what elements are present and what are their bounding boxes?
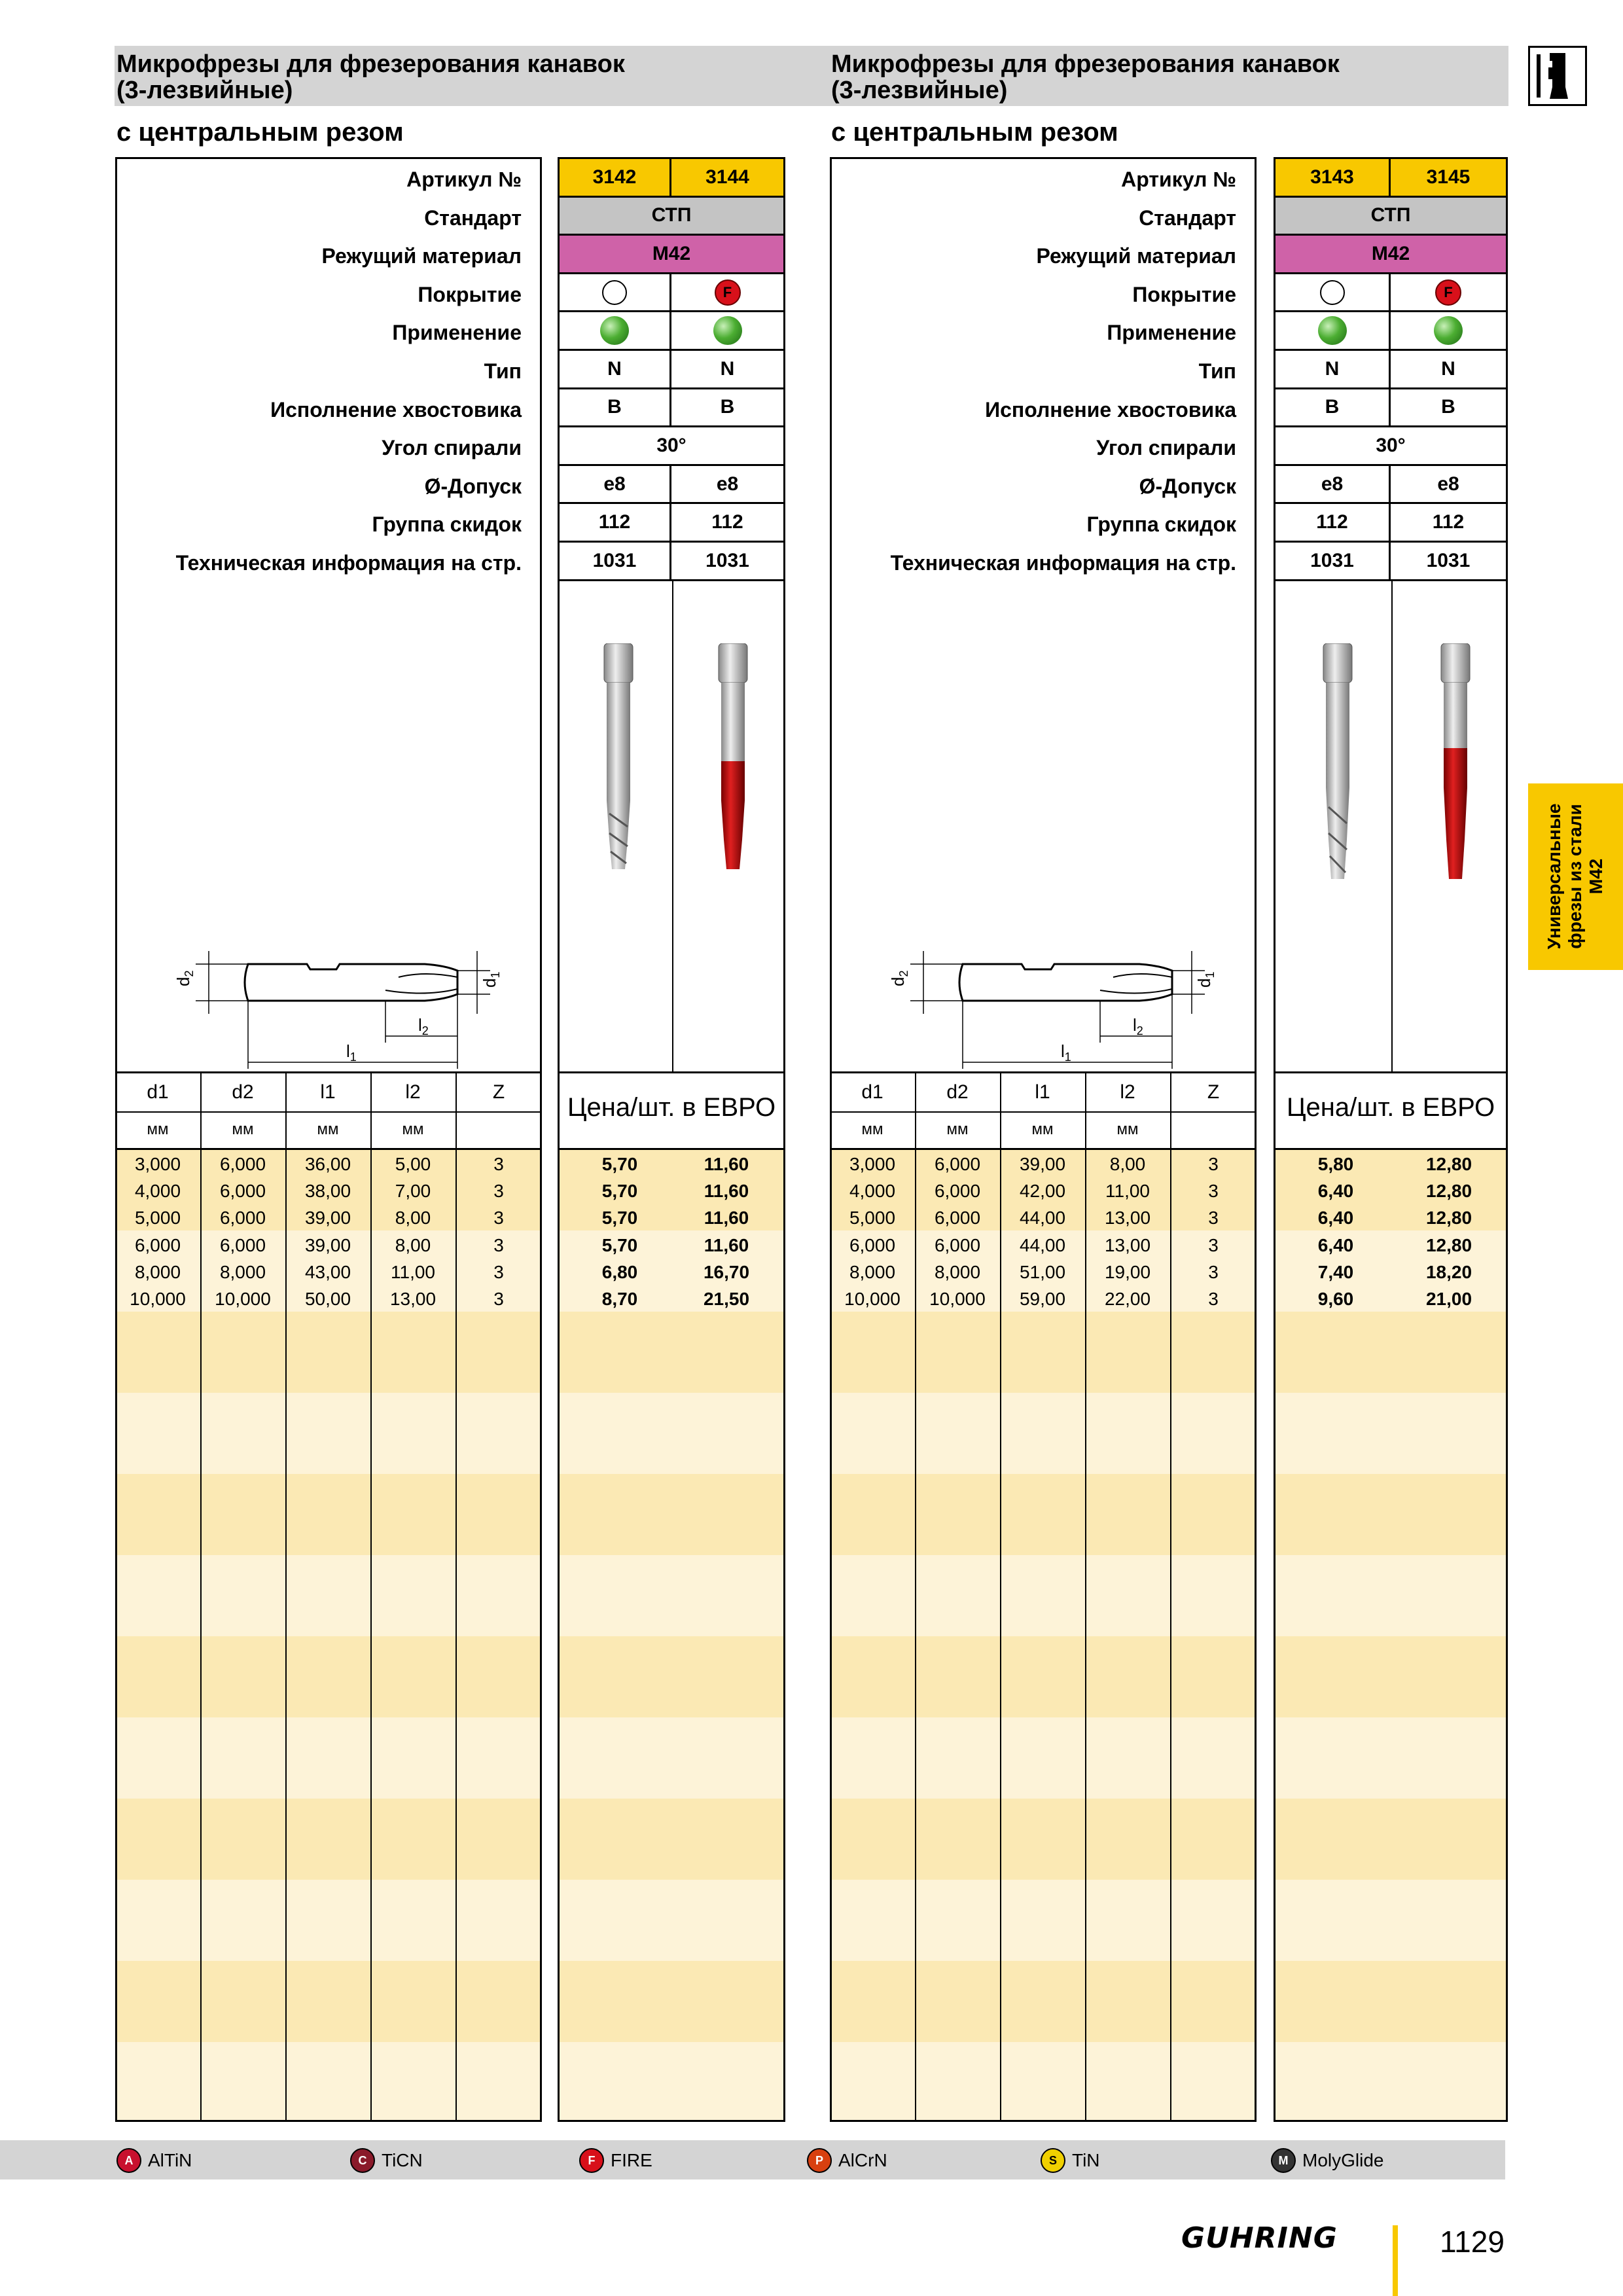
table-cell: 8,00 <box>1109 1154 1146 1174</box>
table-cell: 3 <box>1208 1181 1219 1202</box>
label-standard: Стандарт <box>424 206 522 230</box>
table-cell: 22,00 <box>1104 1289 1151 1309</box>
label-helix: Угол спирали <box>1096 436 1236 460</box>
col-header-l1: l1 <box>320 1081 336 1103</box>
coating-fire-icon: F <box>579 2148 604 2173</box>
label-type: Тип <box>484 359 522 383</box>
col-header-l2: l2 <box>1120 1081 1135 1103</box>
label-article: Артикул № <box>406 168 522 191</box>
application-1 <box>1275 312 1391 351</box>
table-cell: 6,000 <box>219 1181 266 1202</box>
helix-value: 30° <box>1275 427 1506 466</box>
discount-2: 112 <box>1391 504 1506 543</box>
col-header-d2: d2 <box>232 1081 254 1103</box>
tolerance-1: e8 <box>1275 466 1391 505</box>
table-cell: 3,000 <box>849 1154 896 1174</box>
section-icon <box>1528 46 1587 106</box>
row-stripe <box>560 1393 783 1474</box>
price-cell: 6,40 <box>1317 1181 1354 1202</box>
legend-label: AlCrN <box>838 2150 887 2170</box>
row-stripe <box>1275 1474 1506 1555</box>
table-cell: 44,00 <box>1019 1234 1066 1255</box>
price-cell: 12,80 <box>1425 1154 1472 1174</box>
row-stripe <box>117 1799 540 1880</box>
labels-box-left <box>115 157 542 1073</box>
row-stripe <box>560 1555 783 1636</box>
row-stripe <box>832 2042 1255 2120</box>
row-stripe <box>832 1961 1255 2042</box>
dim-d1: $d_1$ <box>480 971 502 988</box>
price-cell: 12,80 <box>1425 1181 1472 1202</box>
table-cell: 39,00 <box>1019 1154 1066 1174</box>
price-cell: 9,60 <box>1317 1289 1354 1309</box>
legend-item-fire <box>579 2148 652 2173</box>
type-2: N <box>1391 351 1506 389</box>
row-stripe <box>1275 2042 1506 2120</box>
table-cell: 19,00 <box>1104 1261 1151 1282</box>
row-stripe <box>560 1312 783 1393</box>
side-tab-line2: фрезы из стали <box>1565 804 1585 949</box>
coating-ticn-icon: C <box>350 2148 375 2173</box>
price-cell: 11,60 <box>704 1181 749 1202</box>
table-cell: 6,000 <box>934 1154 981 1174</box>
col-unit: мм <box>147 1121 169 1138</box>
techpage-2: 1031 <box>1391 543 1506 581</box>
discount-1: 112 <box>1275 504 1391 543</box>
price-cell: 5,70 <box>601 1234 638 1255</box>
table-cell: 6,000 <box>934 1234 981 1255</box>
label-article: Артикул № <box>1121 168 1236 191</box>
col-header-l2: l2 <box>405 1081 421 1103</box>
price-cell: 5,70 <box>601 1181 638 1202</box>
row-stripe <box>832 1636 1255 1717</box>
type-2: N <box>671 351 783 389</box>
table-cell: 10,000 <box>844 1289 901 1309</box>
coating-altin-icon: A <box>116 2148 141 2173</box>
tool-dimension-drawing <box>150 931 516 1088</box>
table-cell: 3 <box>1208 1208 1219 1229</box>
table-cell: 39,00 <box>304 1208 351 1229</box>
tolerance-2: e8 <box>671 466 783 505</box>
table-cell: 5,000 <box>849 1208 896 1229</box>
shank-1: B <box>560 389 671 428</box>
coating-molyglide-icon: M <box>1271 2148 1296 2173</box>
subtitle-right: с центральным резом <box>831 118 1118 147</box>
green-ball-icon <box>1434 316 1463 345</box>
coating-fire <box>671 274 783 313</box>
price-cell: 12,80 <box>1425 1234 1472 1255</box>
dim-l2: $l_2$ <box>418 1015 429 1037</box>
techpage-2: 1031 <box>671 543 783 581</box>
fire-coating-icon: F <box>1435 279 1461 306</box>
table-cell: 38,00 <box>304 1181 351 1202</box>
label-material: Режущий материал <box>1036 244 1236 268</box>
table-cell: 3 <box>493 1234 504 1255</box>
green-ball-icon <box>713 316 742 345</box>
discount-1: 112 <box>560 504 671 543</box>
col-unit: мм <box>402 1121 424 1138</box>
legend-label: FIRE <box>611 2150 652 2170</box>
label-discount: Группа скидок <box>372 512 522 537</box>
row-stripe <box>1275 1312 1506 1393</box>
table-cell: 50,00 <box>304 1289 351 1309</box>
label-material: Режущий материал <box>321 244 522 268</box>
row-stripe <box>117 1880 540 1961</box>
table-cell: 13,00 <box>389 1289 437 1309</box>
title-line2: (3-лезвийные) <box>831 77 1008 104</box>
techpage-1: 1031 <box>560 543 671 581</box>
table-cell: 4,000 <box>849 1181 896 1202</box>
price-cell: 8,70 <box>601 1289 638 1309</box>
row-stripe <box>832 1393 1255 1474</box>
shank-2: B <box>1391 389 1506 428</box>
price-cell: 12,80 <box>1425 1208 1472 1229</box>
table-cell: 44,00 <box>1019 1208 1066 1229</box>
table-cell: 4,000 <box>134 1181 181 1202</box>
coating-fire <box>1391 274 1506 313</box>
techpage-1: 1031 <box>1275 543 1391 581</box>
uncoated-icon <box>602 280 627 305</box>
row-stripe <box>1275 1717 1506 1799</box>
legend-item-molyglide <box>1271 2148 1383 2173</box>
label-type: Тип <box>1198 359 1236 383</box>
price-cell: 16,70 <box>703 1261 750 1282</box>
dim-d2: $d_2$ <box>173 970 196 986</box>
table-cell: 3 <box>1208 1234 1219 1255</box>
dim-l1: $l_1$ <box>346 1041 357 1064</box>
page-number: 1129 <box>1440 2225 1505 2259</box>
coating-none <box>560 274 671 313</box>
label-coating: Покрытие <box>1132 282 1236 306</box>
label-application: Применение <box>1107 321 1236 345</box>
application-2 <box>671 312 783 351</box>
row-stripe <box>1275 1799 1506 1880</box>
header-rule <box>115 1111 542 1113</box>
dim-l2: $l_2$ <box>1133 1015 1143 1037</box>
header-rule <box>558 1148 785 1150</box>
tool-dimension-drawing <box>865 931 1231 1088</box>
green-ball-icon <box>600 316 629 345</box>
col-header-d2: d2 <box>946 1081 969 1103</box>
price-cell: 6,40 <box>1317 1234 1354 1255</box>
article-3144: 3144 <box>671 159 783 198</box>
application-1 <box>560 312 671 351</box>
type-1: N <box>1275 351 1391 389</box>
legend-label: MolyGlide <box>1302 2150 1384 2170</box>
table-cell: 51,00 <box>1019 1261 1066 1282</box>
label-standard: Стандарт <box>1139 206 1236 230</box>
table-cell: 6,000 <box>134 1234 181 1255</box>
header-rule <box>115 1148 542 1150</box>
application-2 <box>1391 312 1506 351</box>
legend-item-tin <box>1041 2148 1100 2173</box>
label-discount: Группа скидок <box>1086 512 1236 537</box>
row-stripe <box>1275 1636 1506 1717</box>
legend-label: TiN <box>1072 2150 1100 2170</box>
row-stripe <box>560 1961 783 2042</box>
material-value: M42 <box>560 236 783 274</box>
table-cell: 3 <box>493 1261 504 1282</box>
table-cell: 8,000 <box>934 1261 981 1282</box>
table-cell: 8,00 <box>395 1234 431 1255</box>
row-stripe <box>832 1880 1255 1961</box>
shank-2: B <box>671 389 783 428</box>
price-cell: 18,20 <box>1425 1261 1472 1282</box>
price-cell: 21,00 <box>1425 1289 1472 1309</box>
table-cell: 10,000 <box>215 1289 271 1309</box>
col-header-d1: d1 <box>861 1081 883 1103</box>
helix-value: 30° <box>560 427 783 466</box>
table-cell: 3 <box>1208 1261 1219 1282</box>
legend-item-alcrn <box>807 2148 887 2173</box>
price-cell: 6,80 <box>601 1261 638 1282</box>
table-cell: 6,000 <box>934 1181 981 1202</box>
price-cell: 11,60 <box>704 1154 749 1174</box>
table-cell: 13,00 <box>1104 1208 1151 1229</box>
header-rule <box>830 1148 1257 1150</box>
table-cell: 6,000 <box>219 1154 266 1174</box>
col-header-z: Z <box>1207 1081 1220 1103</box>
row-stripe <box>117 1393 540 1474</box>
row-stripe <box>560 1474 783 1555</box>
table-cell: 5,00 <box>395 1154 431 1174</box>
table-cell: 8,000 <box>849 1261 896 1282</box>
dim-d2: $d_2$ <box>888 970 910 986</box>
row-stripe <box>832 1555 1255 1636</box>
table-cell: 36,00 <box>304 1154 351 1174</box>
shank-1: B <box>1275 389 1391 428</box>
legend-label: TiCN <box>382 2150 423 2170</box>
subtitle-left: с центральным резом <box>116 118 404 147</box>
table-cell: 3 <box>493 1181 504 1202</box>
row-stripe <box>117 1961 540 2042</box>
product-box-right <box>1274 157 1508 1073</box>
header-rule <box>1274 1148 1508 1150</box>
legend-item-ticn <box>350 2148 423 2173</box>
table-cell: 6,000 <box>849 1234 896 1255</box>
price-cell: 5,80 <box>1317 1154 1354 1174</box>
col-header-l1: l1 <box>1035 1081 1050 1103</box>
table-cell: 5,000 <box>134 1208 181 1229</box>
standard-value: СТП <box>1275 198 1506 236</box>
table-cell: 39,00 <box>304 1234 351 1255</box>
table-cell: 8,00 <box>395 1208 431 1229</box>
price-cell: 5,70 <box>601 1208 638 1229</box>
row-stripe <box>117 1312 540 1393</box>
article-3143: 3143 <box>1275 159 1391 198</box>
label-shank: Исполнение хвостовика <box>270 397 522 422</box>
row-stripe <box>1275 1880 1506 1961</box>
tool-image-uncoated <box>1311 643 1364 892</box>
table-cell: 3 <box>493 1208 504 1229</box>
table-cell: 13,00 <box>1104 1234 1151 1255</box>
discount-2: 112 <box>671 504 783 543</box>
tool-image-uncoated <box>592 643 645 879</box>
col-header-z: Z <box>492 1081 505 1103</box>
table-cell: 10,000 <box>130 1289 186 1309</box>
row-stripe <box>117 2042 540 2120</box>
article-3142: 3142 <box>560 159 671 198</box>
row-stripe <box>1275 1961 1506 2042</box>
coating-alcrn-icon: P <box>807 2148 832 2173</box>
material-value: M42 <box>1275 236 1506 274</box>
label-tolerance: Ø-Допуск <box>1139 474 1236 498</box>
table-cell: 6,000 <box>219 1208 266 1229</box>
col-unit: мм <box>317 1121 339 1138</box>
table-cell: 43,00 <box>304 1261 351 1282</box>
article-3145: 3145 <box>1391 159 1506 198</box>
green-ball-icon <box>1318 316 1347 345</box>
title-line1: Микрофрезы для фрезерования канавок <box>116 50 625 78</box>
fire-coating-icon: F <box>715 279 741 306</box>
row-stripe <box>560 1799 783 1880</box>
side-tab <box>1528 783 1623 970</box>
row-stripe <box>117 1717 540 1799</box>
table-cell: 11,00 <box>391 1261 435 1282</box>
row-stripe <box>560 1880 783 1961</box>
table-cell: 10,000 <box>929 1289 986 1309</box>
row-stripe <box>560 1717 783 1799</box>
product-grid-right <box>1275 159 1506 581</box>
table-cell: 59,00 <box>1019 1289 1066 1309</box>
labels-box-right <box>830 157 1257 1073</box>
table-cell: 11,00 <box>1105 1181 1150 1202</box>
price-cell: 5,70 <box>601 1154 638 1174</box>
table-cell: 8,000 <box>219 1261 266 1282</box>
uncoated-icon <box>1320 280 1345 305</box>
tool-image-fire <box>707 643 759 879</box>
table-cell: 3 <box>493 1289 504 1309</box>
title-line1: Микрофрезы для фрезерования канавок <box>831 50 1340 78</box>
side-tab-line1: Универсальные <box>1544 803 1564 950</box>
price-header: Цена/шт. в ЕВРО <box>1286 1093 1495 1122</box>
product-box-left <box>558 157 785 1073</box>
label-coating: Покрытие <box>418 282 522 306</box>
table-cell: 3 <box>1208 1289 1219 1309</box>
row-stripe <box>1275 1555 1506 1636</box>
price-cell: 7,40 <box>1317 1261 1354 1282</box>
tolerance-2: e8 <box>1391 466 1506 505</box>
col-header-d1: d1 <box>147 1081 169 1103</box>
price-cell: 11,60 <box>704 1234 749 1255</box>
row-stripe <box>1275 1393 1506 1474</box>
standard-value: СТП <box>560 198 783 236</box>
title-line2: (3-лезвийные) <box>116 77 293 104</box>
side-tab-line3: M42 <box>1586 858 1606 895</box>
label-helix: Угол спирали <box>382 436 522 460</box>
price-header: Цена/шт. в ЕВРО <box>567 1093 776 1122</box>
col-unit: мм <box>1116 1121 1139 1138</box>
col-unit: мм <box>946 1121 969 1138</box>
table-cell: 6,000 <box>219 1234 266 1255</box>
table-cell: 3,000 <box>134 1154 181 1174</box>
tool-image-fire <box>1429 643 1482 892</box>
row-stripe <box>560 1636 783 1717</box>
page-title-left <box>116 51 625 103</box>
dim-l1: $l_1$ <box>1061 1041 1071 1064</box>
label-techpage: Техническая информация на стр. <box>890 550 1236 575</box>
product-grid-left <box>560 159 783 581</box>
row-stripe <box>117 1555 540 1636</box>
label-shank: Исполнение хвостовика <box>985 397 1236 422</box>
coating-none <box>1275 274 1391 313</box>
type-1: N <box>560 351 671 389</box>
page-title-right <box>831 51 1340 103</box>
dim-d1: $d_1$ <box>1194 971 1217 988</box>
row-stripe <box>117 1474 540 1555</box>
col-unit: мм <box>861 1121 883 1138</box>
label-tolerance: Ø-Допуск <box>424 474 522 498</box>
table-cell: 8,000 <box>134 1261 181 1282</box>
header-rule <box>830 1111 1257 1113</box>
row-stripe <box>832 1799 1255 1880</box>
row-stripe <box>560 2042 783 2120</box>
legend-label: AlTiN <box>148 2150 192 2170</box>
tolerance-1: e8 <box>560 466 671 505</box>
row-stripe <box>832 1717 1255 1799</box>
table-cell: 42,00 <box>1019 1181 1066 1202</box>
label-application: Применение <box>392 321 522 345</box>
table-cell: 7,00 <box>395 1181 431 1202</box>
price-cell: 6,40 <box>1317 1208 1354 1229</box>
col-unit: мм <box>232 1121 254 1138</box>
row-stripe <box>832 1474 1255 1555</box>
label-techpage: Техническая информация на стр. <box>175 550 522 575</box>
table-cell: 3 <box>1208 1154 1219 1174</box>
price-cell: 11,60 <box>704 1208 749 1229</box>
table-cell: 6,000 <box>934 1208 981 1229</box>
coating-tin-icon: S <box>1041 2148 1065 2173</box>
price-cell: 21,50 <box>703 1289 750 1309</box>
legend-item-altin <box>116 2148 192 2173</box>
row-stripe <box>832 1312 1255 1393</box>
row-stripe <box>117 1636 540 1717</box>
brand-logo: GUHRING <box>1181 2221 1338 2255</box>
table-cell: 3 <box>493 1154 504 1174</box>
col-unit: мм <box>1031 1121 1054 1138</box>
footer-divider <box>1393 2225 1398 2296</box>
